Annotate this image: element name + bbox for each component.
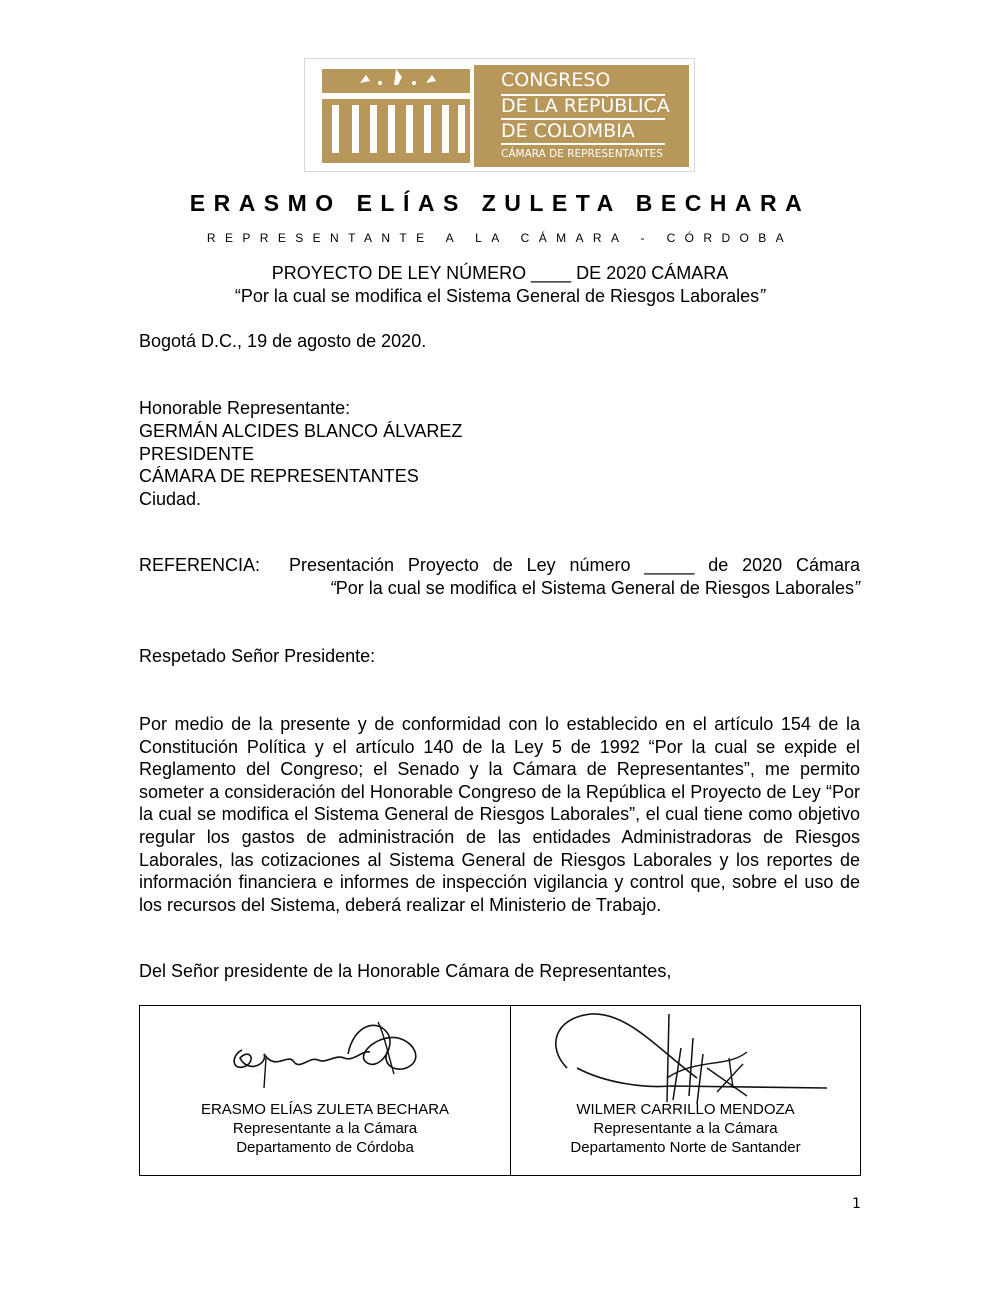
bill-subtitle-text: “Por la cual se modifica el Sistema General de Riesgos Laborales bbox=[234, 286, 760, 306]
signature-2-department: Departamento Norte de Santander bbox=[570, 1139, 801, 1156]
date-line: Bogotá D.C., 19 de agosto de 2020. bbox=[139, 331, 427, 351]
addressee-city: Ciudad. bbox=[139, 489, 202, 509]
addressee-position: PRESIDENTE bbox=[139, 444, 255, 464]
reference-open-quote: “ bbox=[329, 578, 336, 598]
signature-table bbox=[139, 1005, 861, 1176]
greeting: Respetado Señor Presidente: bbox=[139, 646, 376, 666]
reference-line-2-text: Por la cual se modifica el Sistema General de Riesgos Laborales bbox=[335, 578, 854, 598]
logo-rule bbox=[501, 143, 665, 145]
addressee-institution: CÁMARA DE REPRESENTANTES bbox=[139, 466, 419, 486]
page-number: 1 bbox=[852, 1196, 861, 1212]
logo-line-congreso: CONGRESO bbox=[501, 69, 611, 91]
logo-line-colombia: DE COLOMBIA bbox=[501, 120, 635, 142]
closing-line: Del Señor presidente de la Honorable Cámara de Representantes, bbox=[139, 961, 672, 981]
signature-block-2 bbox=[511, 1006, 860, 1175]
bill-subtitle bbox=[0, 286, 1000, 307]
logo-line-republica: DE LA REPÚBLICA bbox=[501, 95, 670, 117]
signature-1-role: Representante a la Cámara bbox=[232, 1120, 418, 1137]
signature-2-role: Representante a la Cámara bbox=[593, 1120, 778, 1137]
logo-line-camara: CÁMARA DE REPRESENTANTES bbox=[501, 148, 663, 160]
representative-role-subheading: REPRESENTANTE A LA CÁMARA - CÓRDOBA bbox=[206, 231, 794, 245]
condor-emblem-icon bbox=[356, 67, 440, 89]
reference-line-2 bbox=[289, 578, 860, 599]
signature-1-department: Departamento de Córdoba bbox=[236, 1139, 414, 1156]
bill-title: PROYECTO DE LEY NÚMERO ____ DE 2020 CÁMARA bbox=[271, 263, 729, 283]
logo-building-area bbox=[312, 65, 474, 167]
signature-block-1 bbox=[140, 1006, 510, 1175]
capitol-building-icon bbox=[322, 69, 470, 163]
signature-1-name: ERASMO ELÍAS ZULETA BECHARA bbox=[200, 1101, 450, 1118]
reference-close-quote: ” bbox=[854, 578, 860, 598]
congress-logo bbox=[304, 58, 695, 172]
addressee-salutation: Honorable Representante: bbox=[139, 398, 351, 418]
handwritten-signature-1 bbox=[228, 1014, 428, 1098]
addressee-name: GERMÁN ALCIDES BLANCO ÁLVAREZ bbox=[139, 421, 463, 441]
representative-name-heading: ERASMO ELÍAS ZULETA BECHARA bbox=[189, 190, 811, 216]
reference-label: REFERENCIA: bbox=[139, 555, 261, 575]
signature-2-name: WILMER CARRILLO MENDOZA bbox=[576, 1101, 795, 1118]
reference-line-1: Presentación Proyecto de Ley número _____ de 2020 Cámara bbox=[289, 555, 860, 575]
body-paragraph: Por medio de la presente y de conformidad con lo establecido en el artículo 154 de la Constitución Política y el artículo 140 de la Ley 5 de 1992 “Por la cual se expide el Reglamento del Congreso; el Senado y la Cámara de Representantes”, me permito someter a consideración del Honorable Congreso de la República el Proyecto de Ley “Por la cual se modifica el Sistema General de Riesgos Laborales”, el cual tiene como objetivo regular los gastos de administración de las entidades Administradoras de Riesgos Laborales, las cotizaciones al Sistema General de Riesgos Laborales y los reportes de información financiera e informes de inspección vigilancia y control que, sobre el uso de los recursos del Sistema, deberá realizar el Ministerio de Trabajo. bbox=[139, 714, 860, 915]
bill-subtitle-close-quote: ” bbox=[759, 286, 766, 306]
handwritten-signature-2 bbox=[547, 1008, 837, 1106]
